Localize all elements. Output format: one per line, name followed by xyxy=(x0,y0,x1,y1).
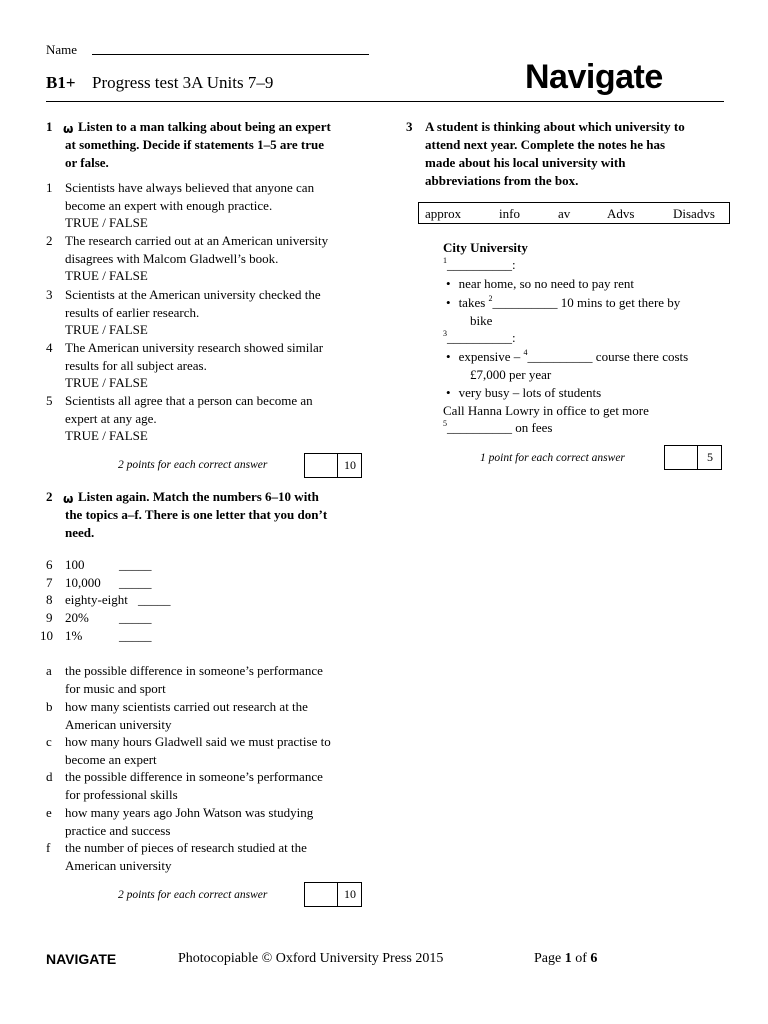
ex2-score-box[interactable] xyxy=(304,882,362,907)
box-word-info: info xyxy=(499,206,520,221)
bullet-4: • very busy – lots of students xyxy=(446,385,602,400)
true-false-choice[interactable]: TRUE / FALSE xyxy=(65,322,148,338)
true-false-choice[interactable]: TRUE / FALSE xyxy=(65,268,148,284)
footer-copyright: Photocopiable © Oxford University Press 2015 xyxy=(178,951,444,966)
ex1-number: 1 xyxy=(46,119,53,134)
bullet-2: • takes $^2$__________ 10 mins to get there by xyxy=(446,294,681,310)
box-word-advs: Advs xyxy=(607,206,635,221)
name-line[interactable] xyxy=(92,54,369,55)
box-word-approx: approx xyxy=(425,206,462,221)
test-title: Progress test 3A Units 7–9 xyxy=(92,73,274,92)
ex1-score-box[interactable] xyxy=(304,453,362,478)
true-false-choice[interactable]: TRUE / FALSE xyxy=(65,375,148,391)
ex2-score-total: 10 xyxy=(344,887,356,901)
ex3-score-box[interactable] xyxy=(664,445,722,470)
ex3-instruction-line1: A student is thinking about which university to xyxy=(425,119,685,134)
name-label: Name xyxy=(46,42,78,57)
number-item-8: 8 eighty-eight _____ xyxy=(46,592,171,608)
answer-blank[interactable]: _____ xyxy=(119,574,152,590)
bullet-icon: • xyxy=(446,276,451,291)
gap-5[interactable]: $^5$__________ on fees xyxy=(443,419,553,435)
gap-3[interactable]: $^3$__________: xyxy=(443,329,516,345)
answer-blank[interactable]: _____ xyxy=(138,592,171,608)
ex1-score-total: 10 xyxy=(344,458,356,472)
gap-4[interactable]: __________ course there costs xyxy=(527,349,689,364)
abbreviation-box xyxy=(418,202,730,224)
ex3-number: 3 xyxy=(406,119,413,134)
ex3-instruction-line4: abbreviations from the box. xyxy=(425,173,579,188)
ex3-instruction-line3: made about his local university with xyxy=(425,155,626,170)
ex1-points-text: 2 points for each correct answer xyxy=(118,459,268,471)
box-word-disadvs: Disadvs xyxy=(673,206,715,221)
ex2-instruction-line3: need. xyxy=(65,525,95,540)
level-label: B1+ xyxy=(46,73,76,92)
bullet-icon: • xyxy=(446,349,451,364)
header-rule xyxy=(46,101,724,102)
answer-blank[interactable]: _____ xyxy=(119,557,152,572)
svg-text:ω: ω xyxy=(63,122,74,134)
ex1-instruction-line2: at something. Decide if statements 1–5 are true xyxy=(65,137,324,152)
answer-blank[interactable]: _____ xyxy=(119,610,152,626)
gap-2[interactable]: __________ 10 mins to get there by xyxy=(492,295,681,310)
svg-text:ω: ω xyxy=(63,492,74,504)
ex1-instruction-line1: Listen to a man talking about being an expert xyxy=(78,119,331,134)
navigate-logo: Navigate xyxy=(525,58,663,96)
bullet-3-cont: £7,000 per year xyxy=(470,367,552,382)
true-false-choice[interactable]: TRUE / FALSE xyxy=(65,215,148,231)
bullet-1: • near home, so no need to pay rent xyxy=(446,276,635,291)
footer-brand: NAVIGATE xyxy=(46,951,117,967)
notes-heading: City University xyxy=(443,240,528,255)
ex3-points-text: 1 point for each correct answer xyxy=(480,452,625,464)
ex2-instruction-line2: the topics a–f. There is one letter that you don’t xyxy=(65,507,328,522)
true-false-choice[interactable]: TRUE / FALSE xyxy=(65,428,148,444)
number-item-9: 9 20% _____ xyxy=(46,610,152,626)
bullet-3: • expensive – $^4$__________ course there costs xyxy=(446,348,689,364)
ex3-instruction-line2: attend next year. Complete the notes he has xyxy=(425,137,665,152)
gap-1[interactable]: $^1$__________: xyxy=(443,256,516,272)
ex2-instruction-line1: Listen again. Match the numbers 6–10 with xyxy=(78,489,319,504)
box-word-av: av xyxy=(558,206,571,221)
number-item-10: 10 1% _____ xyxy=(40,627,152,643)
ex2-number: 2 xyxy=(46,489,53,504)
bullet-icon: • xyxy=(446,295,451,310)
number-item-6: 6 100 _____ xyxy=(46,557,152,572)
ex1-instruction-line3: or false. xyxy=(65,155,109,170)
ex2-points-text: 2 points for each correct answer xyxy=(118,889,268,901)
bullet-icon: • xyxy=(446,385,451,400)
bullet-2-cont: bike xyxy=(470,313,493,328)
number-list xyxy=(40,556,240,644)
ex3-score-total: 5 xyxy=(707,450,713,464)
page-indicator: Page 1 of 6 xyxy=(534,951,598,966)
answer-blank[interactable]: _____ xyxy=(119,627,152,643)
call-line: Call Hanna Lowry in office to get more xyxy=(443,403,649,418)
number-item-7: 7 10,000 _____ xyxy=(46,574,152,590)
